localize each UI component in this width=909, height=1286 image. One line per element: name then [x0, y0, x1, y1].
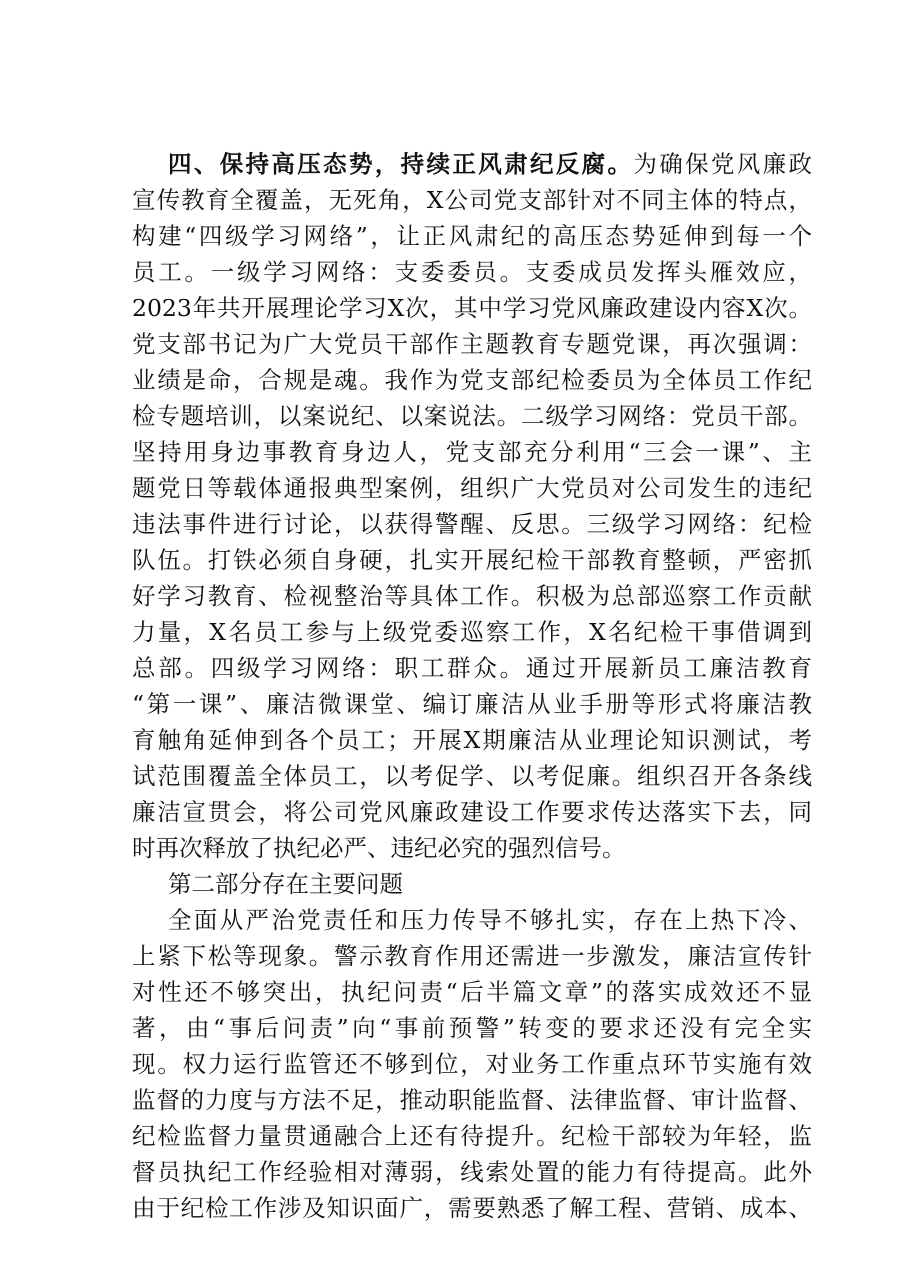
part2-line: 纪检监督力量贯通融合上还有待提升。纪检干部较为年轻，监 — [132, 1122, 812, 1150]
part2-line: 上紧下松等现象。警示教育作用还需进一步激发，廉洁宣传针 — [132, 942, 812, 970]
section4-line: 总部。四级学习网络：职工群众。通过开展新员工廉洁教育 — [132, 654, 812, 682]
section4-line: 时再次释放了执纪必严、违纪必究的强烈信号。 — [132, 834, 626, 862]
section4-line: 题党日等载体通报典型案例，组织广大党员对公司发生的违纪 — [132, 474, 812, 502]
section4-line: 构建“四级学习网络”，让正风肃纪的高压态势延伸到每一个 — [132, 222, 812, 250]
section4-line: “第一课”、廉洁微课堂、编订廉洁从业手册等形式将廉洁教 — [132, 690, 812, 718]
part2-heading: 第二部分存在主要问题 — [168, 870, 403, 898]
section4-line: 员工。一级学习网络：支委委员。支委成员发挥头雁效应， — [132, 258, 812, 286]
part2-line: 对性还不够突出，执纪问责“后半篇文章”的落实成效还不显 — [132, 978, 812, 1006]
section4-line: 为确保党风廉政 — [633, 150, 812, 178]
section4-line: 队伍。打铁必须自身硬，扎实开展纪检干部教育整顿，严密抓 — [132, 546, 812, 574]
section4-line: 2023年共开展理论学习X次，其中学习党风廉政建设内容X次。 — [132, 294, 812, 322]
document-body — [132, 146, 812, 1226]
section4-heading: 四、保持高压态势，持续正风肃纪反腐。 — [168, 150, 634, 178]
part2-line: 由于纪检工作涉及知识面广，需要熟悉了解工程、营销、成本、 — [132, 1194, 812, 1222]
section4-line: 试范围覆盖全体员工，以考促学、以考促廉。组织召开各条线 — [132, 762, 812, 790]
section4-line: 检专题培训，以案说纪、以案说法。二级学习网络：党员干部。 — [132, 402, 812, 430]
section4-line: 业绩是命，合规是魂。我作为党支部纪检委员为全体员工作纪 — [132, 366, 812, 394]
part2-line: 现。权力运行监管还不够到位，对业务工作重点环节实施有效 — [132, 1050, 812, 1078]
section4-line: 廉洁宣贯会，将公司党风廉政建设工作要求传达落实下去，同 — [132, 798, 812, 826]
section4-line: 好学习教育、检视整治等具体工作。积极为总部巡察工作贡献 — [132, 582, 812, 610]
section4-line: 育触角延伸到各个员工；开展X期廉洁从业理论知识测试，考 — [132, 726, 812, 754]
part2-line: 全面从严治党责任和压力传导不够扎实，存在上热下冷、 — [168, 906, 812, 934]
section4-line: 力量，X名员工参与上级党委巡察工作，X名纪检干事借调到 — [132, 618, 812, 646]
part2-line: 监督的力度与方法不足，推动职能监督、法律监督、审计监督、 — [132, 1086, 812, 1114]
part2-line: 著，由“事后问责”向“事前预警”转变的要求还没有完全实 — [132, 1014, 812, 1042]
section4-line: 宣传教育全覆盖，无死角，X公司党支部针对不同主体的特点， — [132, 186, 812, 214]
section4-line: 坚持用身边事教育身边人，党支部充分利用“三会一课”、主 — [132, 438, 812, 466]
section4-first-line — [132, 146, 812, 182]
section4-line: 违法事件进行讨论，以获得警醒、反思。三级学习网络：纪检 — [132, 510, 812, 538]
section4-line: 党支部书记为广大党员干部作主题教育专题党课，再次强调： — [132, 330, 812, 358]
part2-line: 督员执纪工作经验相对薄弱，线索处置的能力有待提高。此外 — [132, 1158, 812, 1186]
